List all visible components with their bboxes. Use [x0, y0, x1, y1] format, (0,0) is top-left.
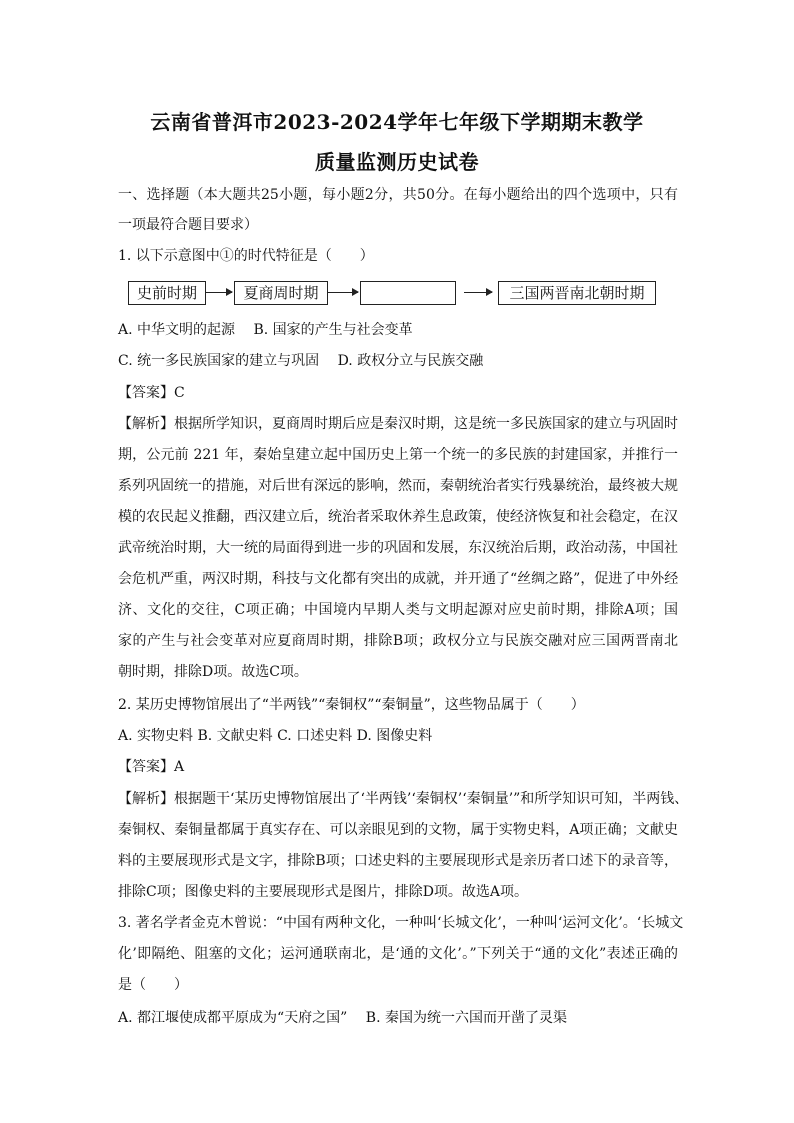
- q2-analysis-line: 排除C项；图像史料的主要展现形式是图片，排除D项。故选A项。: [118, 884, 529, 900]
- q1-answer: 【答案】C: [118, 385, 185, 401]
- exam-title-line2: 质量监测历史试卷: [315, 150, 479, 174]
- q2-analysis-line: 【解析】根据题干‘某历史博物馆展出了‘半两钱’‘秦铜权’‘秦铜量’”和所学知识可知，半两钱、: [118, 791, 689, 807]
- q2-options: A. 实物史料 B. 文献史料 C. 口述史料 D. 图像史料: [118, 728, 433, 744]
- q1-options-cd: C. 统一多民族国家的建立与巩固 D. 政权分立与民族交融: [118, 353, 484, 369]
- q2-answer: 【答案】A: [118, 759, 185, 775]
- q2-stem: 2. 某历史博物馆展出了“半两钱”“秦铜权”“秦铜量”，这些物品属于（ ）: [118, 697, 585, 713]
- q3-stem-line: 是（ ）: [118, 977, 188, 993]
- timeline-box-xia-shang-zhou: 夏商周时期: [234, 281, 328, 305]
- q1-analysis-line: 家的产生与社会变革对应夏商周时期，排除B项；政权分立与民族交融对应三国两晋南北: [118, 633, 678, 649]
- timeline-box-blank: [360, 281, 456, 305]
- timeline-arrow: [206, 292, 232, 293]
- q1-analysis-line: 济、文化的交往，C项正确；中国境内早期人类与文明起源对应史前时期，排除A项；国: [118, 602, 678, 618]
- section-instruction: 一、选择题（本大题共25小题，每小题2分，共50分。在每小题给出的四个选项中，只有: [118, 187, 678, 203]
- q3-options-ab: A. 都江堰使成都平原成为“天府之国” B. 秦国为统一六国而开凿了灵渠: [118, 1010, 567, 1026]
- q2-analysis-line: 料的主要展现形式是文字，排除B项；口述史料的主要展现形式是亲历者口述下的录音等，: [118, 853, 678, 869]
- timeline-box-three-kingdoms: 三国两晋南北朝时期: [498, 281, 656, 305]
- q3-stem-line: 3. 著名学者金克木曾说：“中国有两种文化，一种叫‘长城文化’，一种叫‘运河文化’。‘长城文: [118, 915, 684, 931]
- q2-analysis-line: 秦铜权、秦铜量都属于真实存在、可以亲眼见到的文物，属于实物史料，A项正确；文献史: [118, 822, 678, 838]
- q1-analysis-line: 武帝统治时期，大一统的局面得到进一步的巩固和发展，东汉统治后期，政治动荡，中国社: [118, 540, 678, 556]
- timeline-arrow: [464, 292, 492, 293]
- q1-options-ab: A. 中华文明的起源 B. 国家的产生与社会变革: [118, 322, 413, 338]
- exam-title-line1: 云南省普洱市2023-2024学年七年级下学期期末教学: [150, 110, 644, 134]
- timeline-box-prehistoric: 史前时期: [128, 281, 206, 305]
- q1-stem: 1. 以下示意图中①的时代特征是（ ）: [118, 248, 374, 264]
- section-instruction-cont: 一项最符合题目要求）: [118, 217, 258, 233]
- q1-analysis-line: 【解析】根据所学知识，夏商周时期后应是秦汉时期，这是统一多民族国家的建立与巩固时: [118, 416, 678, 432]
- q1-analysis-line: 朝时期，排除D项。故选C项。: [118, 664, 308, 680]
- q1-analysis-line: 期，公元前 221 年，秦始皇建立起中国历史上第一个统一的多民族的封建国家，并推行一: [118, 447, 678, 463]
- timeline-arrow: [328, 292, 358, 293]
- q3-stem-line: 化’即隔绝、阻塞的文化；运河通联南北，是‘通的文化’。”下列关于“通的文化”表述正确的: [118, 946, 678, 962]
- q1-analysis-line: 系列巩固统一的措施，对后世有深远的影响，然而，秦朝统治者实行残暴统治，最终被大规: [118, 478, 678, 494]
- q1-analysis-line: 模的农民起义推翻，西汉建立后，统治者采取休养生息政策，使经济恢复和社会稳定，在汉: [118, 509, 678, 525]
- q1-analysis-line: 会危机严重，两汉时期，科技与文化都有突出的成就，并开通了“丝绸之路”，促进了中外经: [118, 571, 679, 587]
- q1-timeline-diagram: [126, 281, 666, 305]
